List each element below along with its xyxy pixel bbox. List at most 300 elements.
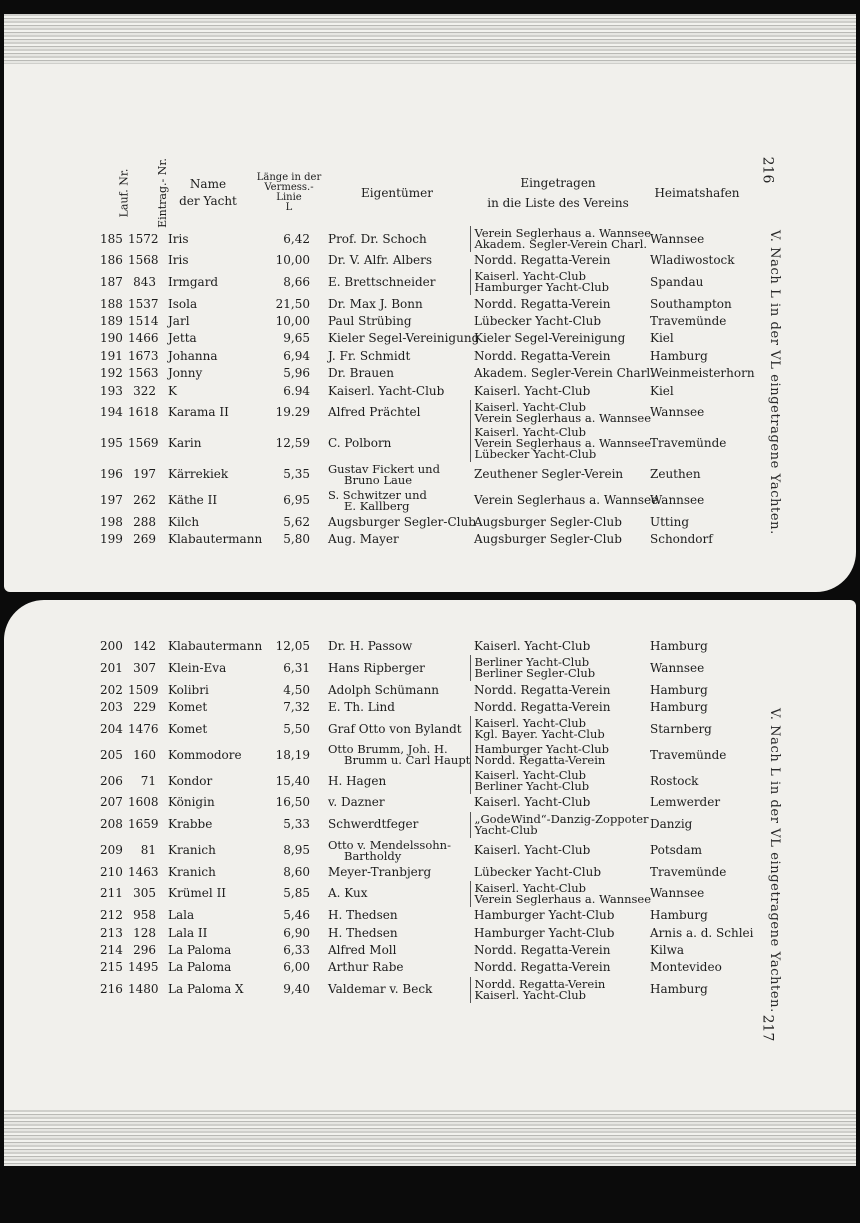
cell-eigentuemer — [324, 699, 470, 716]
owner-line: Brumm u. Carl Haupt — [344, 753, 471, 768]
cell-eintrag-nr: 307 — [133, 660, 156, 675]
cell-heimatshafen: Hamburg — [650, 908, 708, 923]
cell-heimatshafen: Weinmeisterhorn — [650, 366, 755, 381]
cell-laenge: 19.29 — [275, 405, 310, 420]
cell-yacht-name: Kärrekiek — [168, 467, 229, 482]
cell-laenge: 10,00 — [275, 313, 310, 328]
cell-lauf-nr: 194 — [100, 405, 123, 420]
cell-heimatshafen: Hamburg — [650, 639, 708, 654]
club-line: Augsburger Segler-Club — [474, 532, 622, 547]
table-row — [100, 330, 748, 347]
cell-laenge: 8,60 — [283, 864, 310, 879]
owner-line: Dr. Brauen — [328, 366, 394, 381]
cell-yacht-name: Karin — [168, 436, 202, 451]
cell-heimatshafen: Danzig — [650, 817, 693, 832]
table-row — [100, 426, 748, 462]
cell-lauf-nr: 215 — [100, 960, 123, 975]
owner-line: Bartholdy — [344, 848, 402, 863]
cell-laenge: 16,50 — [275, 795, 310, 810]
cell-eintrag-nr: 1537 — [128, 296, 159, 311]
owner-line: Kieler Segel-Vereinigung — [328, 331, 480, 346]
cell-laenge: 10,00 — [275, 253, 310, 268]
cell-eigentuemer — [324, 252, 470, 269]
cell-eintrag-nr: 1608 — [128, 795, 159, 810]
cell-eigentuemer — [324, 462, 470, 488]
cell-verein — [470, 295, 646, 312]
cell-yacht-name: Kranich — [168, 864, 216, 879]
cell-yacht-name: Karama II — [168, 405, 229, 420]
cell-verein — [470, 716, 646, 742]
club-line: Nordd. Regatta-Verein — [474, 699, 611, 714]
club-line: Hamburger Yacht-Club — [474, 742, 610, 757]
cell-lauf-nr: 205 — [100, 747, 123, 762]
cell-eigentuemer — [324, 768, 470, 794]
club-line: Kaiserl. Yacht-Club — [474, 716, 586, 731]
table-row — [100, 742, 748, 768]
cell-heimatshafen: Wladiwostock — [650, 253, 735, 268]
owner-line: Hans Ripberger — [328, 660, 425, 675]
cell-eintrag-nr: 843 — [133, 274, 156, 289]
cell-lauf-nr: 189 — [100, 313, 123, 328]
cell-lauf-nr: 202 — [100, 682, 123, 697]
cell-laenge: 5,85 — [283, 886, 310, 901]
cell-eintrag-nr: 1466 — [128, 331, 159, 346]
cell-eigentuemer — [324, 794, 470, 811]
club-line: Nordd. Regatta-Verein — [474, 976, 606, 991]
club-line: Nordd. Regatta-Verein — [474, 753, 606, 768]
cell-yacht-name: La Paloma — [168, 960, 232, 975]
club-line: Kaiserl. Yacht-Club — [474, 269, 586, 284]
cell-verein — [470, 742, 646, 768]
cell-eigentuemer — [324, 269, 470, 295]
owner-line: Graf Otto von Bylandt — [328, 721, 462, 736]
club-line: Verein Seglerhaus a. Wannsee — [474, 436, 652, 451]
club-line: Verein Seglerhaus a. Wannsee — [474, 891, 652, 906]
cell-verein — [470, 907, 646, 924]
cell-yacht-name: Kondor — [168, 773, 213, 788]
cell-laenge: 5,96 — [283, 366, 310, 381]
owner-line: H. Thedsen — [328, 925, 398, 940]
cell-eintrag-nr: 305 — [133, 886, 156, 901]
cell-laenge: 12,59 — [275, 436, 310, 451]
cell-heimatshafen: Schondorf — [650, 532, 713, 547]
club-line: Lübecker Yacht-Club — [474, 313, 602, 328]
cell-eigentuemer — [324, 959, 470, 976]
cell-lauf-nr: 209 — [100, 843, 123, 858]
club-line: Verein Seglerhaus a. Wannsee — [474, 410, 652, 425]
owner-line: J. Fr. Schmidt — [328, 348, 411, 363]
club-line: Nordd. Regatta-Verein — [474, 942, 611, 957]
table-row — [100, 313, 748, 330]
cell-eintrag-nr: 269 — [133, 532, 156, 547]
cell-heimatshafen: Hamburg — [650, 682, 708, 697]
cell-verein — [470, 531, 646, 548]
cell-eintrag-nr: 1480 — [128, 982, 159, 997]
cell-lauf-nr: 193 — [100, 383, 123, 398]
cell-heimatshafen: Travemünde — [650, 864, 727, 879]
cell-yacht-name: Kilch — [168, 514, 200, 529]
cell-verein — [470, 811, 649, 838]
cell-yacht-name: Iris — [168, 253, 189, 268]
cell-lauf-nr: 190 — [100, 331, 123, 346]
cell-lauf-nr: 192 — [100, 366, 123, 381]
page-216 — [4, 14, 856, 592]
club-line: Kaiserl. Yacht-Club — [474, 383, 591, 398]
cell-laenge: 6,90 — [283, 925, 310, 940]
cell-verein — [470, 462, 646, 488]
cell-yacht-name: Jarl — [168, 313, 190, 328]
cell-lauf-nr: 216 — [100, 982, 123, 997]
cell-eigentuemer — [324, 924, 470, 941]
cell-yacht-name: Johanna — [168, 348, 218, 363]
table-row — [100, 924, 748, 941]
cell-yacht-name: Iris — [168, 231, 189, 246]
cell-eintrag-nr: 1673 — [128, 348, 159, 363]
cell-eintrag-nr: 81 — [140, 843, 156, 858]
owner-line: Bruno Laue — [344, 472, 413, 487]
cell-eigentuemer — [324, 400, 470, 426]
club-line: Kgl. Bayer. Yacht-Club — [474, 727, 605, 742]
cell-lauf-nr: 191 — [100, 348, 123, 363]
yacht-table — [100, 158, 755, 549]
owner-line: C. Polborn — [328, 436, 392, 451]
table-row — [100, 269, 748, 295]
cell-lauf-nr: 212 — [100, 908, 123, 923]
owner-line: H. Hagen — [328, 773, 387, 788]
club-line: Kaiserl. Yacht-Club — [474, 399, 586, 414]
cell-verein — [470, 864, 646, 881]
club-line: Akadem. Segler-Verein Charl. — [474, 366, 655, 381]
club-line: Zeuthener Segler-Verein — [474, 467, 624, 482]
cell-verein — [470, 638, 646, 655]
cell-laenge: 6,00 — [283, 960, 310, 975]
club-line: Nordd. Regatta-Verein — [474, 960, 611, 975]
owner-line: Dr. H. Passow — [328, 639, 413, 654]
cell-verein — [470, 269, 646, 295]
cell-heimatshafen: Spandau — [650, 274, 704, 289]
table-row — [100, 699, 748, 716]
cell-laenge: 5,62 — [283, 514, 310, 529]
owner-line: Adolph Schümann — [328, 682, 440, 697]
cell-lauf-nr: 210 — [100, 864, 123, 879]
cell-verein — [470, 330, 646, 347]
cell-eintrag-nr: 1476 — [128, 721, 159, 736]
cell-yacht-name: K — [168, 383, 177, 398]
cell-heimatshafen: Wannsee — [650, 231, 705, 246]
owner-line: H. Thedsen — [328, 908, 398, 923]
club-line: Yacht-Club — [474, 822, 538, 837]
owner-line: S. Schwitzer und — [328, 487, 427, 502]
cell-laenge: 5,50 — [283, 721, 310, 736]
cell-lauf-nr: 213 — [100, 925, 123, 940]
running-head: V. Nach L in der VL eingetragene Yachten. — [767, 708, 782, 1013]
header-lauf: Lauf. Nr. — [117, 168, 131, 218]
cell-yacht-name: Jonny — [168, 366, 203, 381]
cell-eintrag-nr: 1514 — [128, 313, 159, 328]
club-line: Lübecker Yacht-Club — [474, 447, 597, 462]
cell-heimatshafen: Zeuthen — [650, 467, 701, 482]
cell-lauf-nr: 199 — [100, 532, 123, 547]
cell-heimatshafen: Kiel — [650, 331, 674, 346]
cell-yacht-name: Lala II — [168, 925, 208, 940]
table-header — [100, 160, 748, 226]
club-line: Kieler Segel-Vereinigung — [474, 331, 626, 346]
cell-eintrag-nr: 296 — [133, 942, 156, 957]
club-line: Kaiserl. Yacht-Club — [474, 768, 586, 783]
cell-eintrag-nr: 1563 — [128, 366, 159, 381]
cell-lauf-nr: 186 — [100, 253, 123, 268]
cell-eintrag-nr: 229 — [133, 699, 156, 714]
cell-yacht-name: Klein-Eva — [168, 660, 227, 675]
cell-yacht-name: Klabautermann — [168, 532, 263, 547]
table-row — [100, 226, 748, 252]
cell-verein — [470, 226, 652, 252]
club-line: Lübecker Yacht-Club — [474, 864, 602, 879]
cell-verein — [470, 880, 652, 907]
club-line: Nordd. Regatta-Verein — [474, 348, 611, 363]
cell-verein — [470, 514, 646, 531]
cell-yacht-name: Irmgard — [168, 274, 219, 289]
club-line: Nordd. Regatta-Verein — [474, 296, 611, 311]
cell-laenge: 8,95 — [283, 843, 310, 858]
table-row — [100, 959, 748, 976]
club-line: Nordd. Regatta-Verein — [474, 682, 611, 697]
table-row — [100, 768, 748, 794]
page-number: 216 — [759, 156, 776, 184]
cell-laenge: 6,31 — [283, 660, 310, 675]
book-bottom-shadow — [0, 1166, 860, 1223]
owner-line: Aug. Mayer — [328, 532, 399, 547]
cell-yacht-name: Kranich — [168, 843, 216, 858]
cell-laenge: 5,46 — [283, 908, 310, 923]
cell-eigentuemer — [324, 638, 470, 655]
cell-laenge: 9,40 — [283, 982, 310, 997]
cell-eigentuemer — [324, 365, 470, 382]
club-line: Verein Seglerhaus a. Wannsee — [474, 493, 659, 508]
club-line: Akadem. Segler-Verein Charl. — [474, 237, 648, 251]
cell-heimatshafen: Starnberg — [650, 721, 712, 736]
owner-line: v. Dazner — [328, 795, 385, 810]
cell-verein — [470, 399, 652, 426]
cell-verein — [470, 382, 646, 399]
cell-eintrag-nr: 288 — [133, 514, 156, 529]
owner-line: Paul Strübing — [328, 313, 412, 328]
cell-laenge: 4,50 — [283, 682, 310, 697]
club-line: Hamburger Yacht-Club — [474, 280, 610, 295]
cell-eigentuemer — [324, 313, 470, 330]
cell-laenge: 5,80 — [283, 532, 310, 547]
cell-verein — [470, 681, 646, 698]
cell-eintrag-nr: 1509 — [128, 682, 159, 697]
owner-line: Gustav Fickert und — [328, 461, 440, 476]
cell-eigentuemer — [324, 681, 470, 698]
cell-eigentuemer — [324, 531, 470, 548]
club-line: Berliner Segler-Club — [474, 666, 596, 681]
cell-eigentuemer — [324, 864, 470, 881]
table-row — [100, 462, 748, 488]
table-row — [100, 638, 748, 655]
cell-lauf-nr: 197 — [100, 493, 123, 508]
cell-laenge: 5,35 — [283, 467, 310, 482]
table-row — [100, 365, 748, 382]
club-line: Verein Seglerhaus a. Wannsee — [474, 226, 652, 240]
cell-yacht-name: La Paloma — [168, 942, 232, 957]
cell-eintrag-nr: 322 — [133, 383, 156, 398]
cell-eigentuemer — [324, 488, 470, 514]
club-line: Kaiserl. Yacht-Club — [474, 987, 586, 1002]
header-laenge: Länge in der Vermess.- Linie L — [256, 172, 322, 213]
cell-heimatshafen: Montevideo — [650, 960, 722, 975]
owner-line: E. Kallberg — [344, 498, 410, 513]
club-line: Augsburger Segler-Club — [474, 514, 622, 529]
owner-line: Alfred Prächtel — [328, 405, 421, 420]
cell-lauf-nr: 206 — [100, 773, 123, 788]
cell-lauf-nr: 198 — [100, 514, 123, 529]
cell-heimatshafen: Utting — [650, 514, 690, 529]
cell-lauf-nr: 207 — [100, 795, 123, 810]
cell-eigentuemer — [324, 382, 470, 399]
cell-heimatshafen: Lemwerder — [650, 795, 721, 810]
cell-eintrag-nr: 958 — [133, 908, 156, 923]
cell-verein — [470, 838, 646, 864]
table-row — [100, 716, 748, 742]
owner-line: Otto v. Mendelssohn- — [328, 837, 451, 852]
table-row — [100, 348, 748, 365]
cell-heimatshafen: Wannsee — [650, 493, 705, 508]
table-row — [100, 794, 748, 811]
cell-eigentuemer — [324, 812, 470, 838]
header-name: Name der Yacht — [179, 177, 237, 208]
cell-heimatshafen: Travemünde — [650, 313, 727, 328]
cell-eintrag-nr: 1569 — [128, 436, 159, 451]
cell-verein — [470, 768, 646, 794]
cell-lauf-nr: 187 — [100, 274, 123, 289]
cell-verein — [470, 655, 646, 681]
cell-eintrag-nr: 71 — [140, 773, 156, 788]
table-row — [100, 514, 748, 531]
cell-heimatshafen: Hamburg — [650, 699, 708, 714]
owner-line: E. Th. Lind — [328, 699, 395, 714]
page-217 — [4, 600, 856, 1166]
cell-heimatshafen: Rostock — [650, 773, 699, 788]
cell-eintrag-nr: 1568 — [128, 253, 159, 268]
owner-line: E. Brettschneider — [328, 274, 436, 289]
cell-heimatshafen: Kiel — [650, 383, 674, 398]
cell-lauf-nr: 208 — [100, 817, 123, 832]
table-row — [100, 812, 748, 838]
page-edges-top — [4, 14, 856, 64]
cell-verein — [470, 425, 652, 462]
table-row — [100, 838, 748, 864]
cell-yacht-name: Königin — [168, 795, 215, 810]
cell-verein — [470, 699, 646, 716]
cell-eintrag-nr: 197 — [133, 467, 156, 482]
owner-line: Dr. Max J. Bonn — [328, 296, 423, 311]
cell-verein — [470, 488, 659, 514]
cell-verein — [470, 977, 646, 1003]
cell-laenge: 9,65 — [283, 331, 310, 346]
cell-laenge: 12,05 — [275, 639, 310, 654]
owner-line: Valdemar v. Beck — [328, 982, 433, 997]
cell-laenge: 8,66 — [283, 274, 310, 289]
table-row — [100, 655, 748, 681]
cell-lauf-nr: 204 — [100, 721, 123, 736]
table-row — [100, 977, 748, 1003]
cell-heimatshafen: Travemünde — [650, 747, 727, 762]
owner-line: Prof. Dr. Schoch — [328, 231, 427, 246]
club-line: Kaiserl. Yacht-Club — [474, 425, 586, 440]
cell-eintrag-nr: 1495 — [128, 960, 159, 975]
cell-heimatshafen: Potsdam — [650, 843, 703, 858]
cell-eigentuemer — [324, 942, 470, 959]
cell-laenge: 6.94 — [283, 383, 310, 398]
cell-verein — [470, 365, 655, 382]
cell-laenge: 6,33 — [283, 942, 310, 957]
running-head: V. Nach L in der VL eingetragene Yachten. — [767, 230, 782, 535]
cell-yacht-name: La Paloma X — [168, 982, 244, 997]
table-row — [100, 252, 748, 269]
yacht-table — [100, 638, 754, 1003]
club-line: Berliner Yacht-Club — [474, 655, 590, 670]
cell-eigentuemer — [324, 742, 470, 768]
cell-verein — [470, 959, 646, 976]
cell-heimatshafen: Hamburg — [650, 982, 708, 997]
cell-lauf-nr: 211 — [100, 886, 123, 901]
cell-eintrag-nr: 128 — [133, 925, 156, 940]
cell-laenge: 18,19 — [275, 747, 310, 762]
cell-lauf-nr: 196 — [100, 467, 123, 482]
cell-yacht-name: Kolibri — [168, 682, 209, 697]
cell-yacht-name: Klabautermann — [168, 639, 263, 654]
page-number: 217 — [759, 1014, 776, 1042]
cell-heimatshafen: Travemünde — [650, 436, 727, 451]
cell-laenge: 15,40 — [275, 773, 310, 788]
cell-heimatshafen: Hamburg — [650, 348, 708, 363]
cell-eigentuemer — [324, 977, 470, 1003]
header-liste: Eingetragen in die Liste des Vereins — [487, 176, 629, 210]
table-row — [100, 382, 748, 399]
header-eintrag: Eintrag.- Nr. — [155, 158, 169, 228]
owner-line: Alfred Moll — [328, 942, 397, 957]
cell-yacht-name: Krümel II — [168, 886, 227, 901]
club-line: Kaiserl. Yacht-Club — [474, 795, 591, 810]
club-line: Hamburger Yacht-Club — [474, 908, 615, 923]
cell-eintrag-nr: 262 — [133, 493, 156, 508]
table-row — [100, 881, 748, 907]
cell-heimatshafen: Wannsee — [650, 886, 705, 901]
cell-heimatshafen: Kilwa — [650, 942, 685, 957]
cell-eintrag-nr: 160 — [133, 747, 156, 762]
cell-lauf-nr: 201 — [100, 660, 123, 675]
cell-verein — [470, 942, 646, 959]
cell-eigentuemer — [324, 426, 470, 462]
cell-eigentuemer — [324, 881, 470, 907]
cell-eigentuemer — [324, 226, 470, 252]
cell-laenge: 6,94 — [283, 348, 310, 363]
cell-laenge: 6,95 — [283, 493, 310, 508]
cell-laenge: 6,42 — [283, 231, 310, 246]
header-eigentuemer: Eigentümer — [361, 186, 433, 200]
cell-eigentuemer — [324, 655, 470, 681]
club-line: Hamburger Yacht-Club — [474, 925, 615, 940]
cell-heimatshafen: Wannsee — [650, 405, 705, 420]
cell-yacht-name: Komet — [168, 699, 208, 714]
club-line: Kaiserl. Yacht-Club — [474, 880, 586, 895]
cell-eigentuemer — [324, 330, 480, 347]
cell-eintrag-nr: 1463 — [128, 864, 159, 879]
cell-eigentuemer — [324, 907, 470, 924]
cell-yacht-name: Jetta — [168, 331, 197, 346]
